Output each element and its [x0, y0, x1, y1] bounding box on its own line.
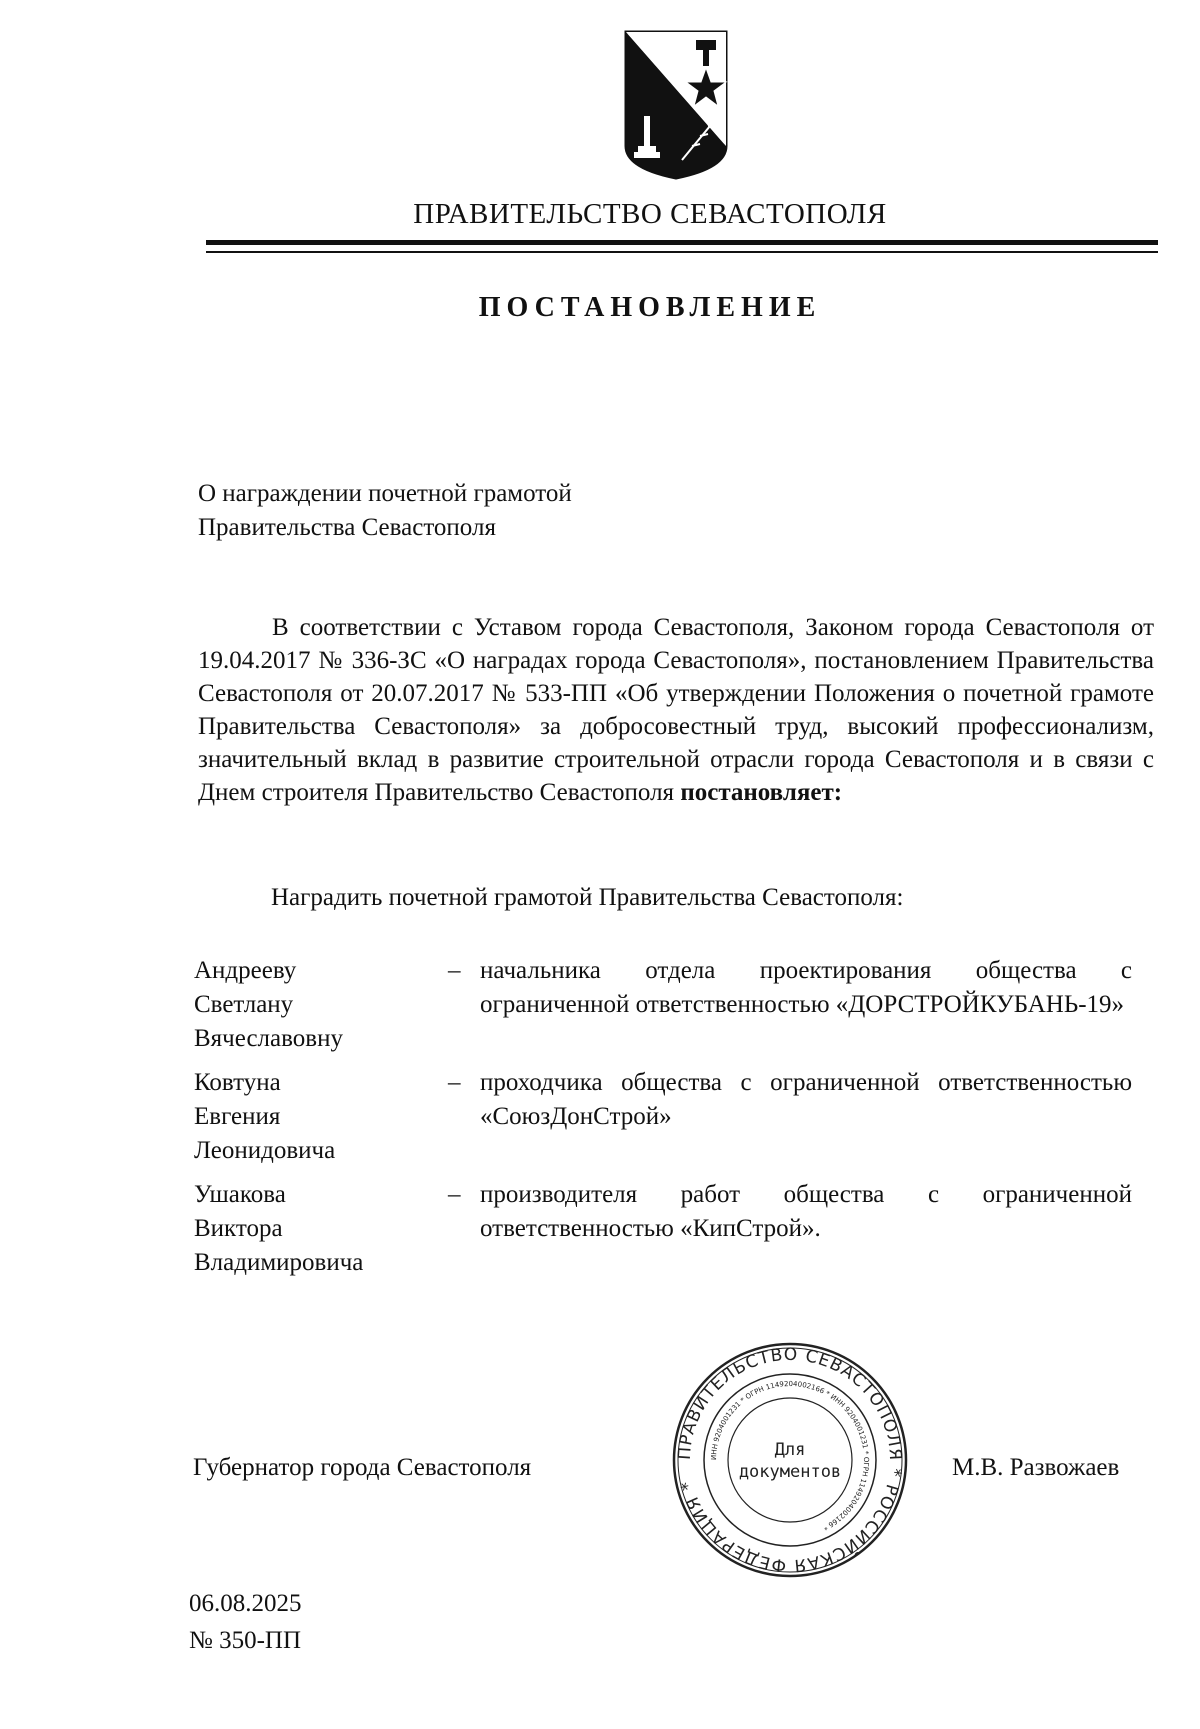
seal-center-line-2: документов — [738, 1462, 842, 1482]
awardee-first-name: Евгения — [194, 1103, 281, 1130]
signatory-name: М.В. Развожаев — [952, 1454, 1120, 1481]
seal-outer-text: ПРАВИТЕЛЬСТВО СЕВАСТОПОЛЯ * РОССИЙСКАЯ ФЕДЕРАЦИЯ * — [674, 1344, 906, 1576]
awardee-position: производителя работ общества с ограниченной ответственностью «КипСтрой». — [480, 1181, 1132, 1242]
document-subject — [198, 477, 572, 545]
decision-word: постановляет: — [680, 779, 843, 806]
header-divider-thin — [206, 251, 1158, 253]
organization-name: ПРАВИТЕЛЬСТВО СЕВАСТОПОЛЯ — [413, 198, 887, 230]
sevastopol-coat-of-arms-emblem — [622, 28, 730, 182]
awardee-first-name: Светлану — [194, 991, 294, 1018]
awardee-surname: Ковтуна — [194, 1069, 281, 1096]
preamble-text: В соответствии с Уставом города Севастополя, Законом города Севастополя от 19.04.2017 № 336-ЗС «О наградах города Севастополя», постановлением Правительства Севастополя от 20.07.2017 № 533-ПП «Об утверждении Положения о почетной грамоте Правительства Севастополя» за добросовестный труд, высокий профессионализм, значительный вклад в развитие строительной отрасли города Севастополя и в связи с Днем строителя Правительство Севастополя — [198, 614, 1154, 806]
signatory-title: Губернатор города Севастополя — [193, 1454, 532, 1481]
awardee-first-name: Виктора — [194, 1215, 283, 1242]
awardee-position: начальника отдела проектирования общества с ограниченной ответственностью «ДОРСТРОЙКУБАНЬ-19» — [480, 957, 1132, 1018]
subject-line-2: Правительства Севастополя — [198, 514, 496, 541]
document-date: 06.08.2025 — [189, 1590, 302, 1617]
subject-line-1: О награждении почетной грамотой — [198, 480, 572, 507]
preamble-paragraph — [198, 611, 1154, 809]
awardee-dash: – — [448, 1069, 461, 1096]
awardee-patronymic: Леонидовича — [194, 1137, 336, 1164]
awardee-dash: – — [448, 1181, 461, 1208]
seal-center-line-1: Для — [774, 1440, 806, 1460]
document-number: № 350-ПП — [189, 1627, 302, 1654]
seal-inner-text: ИНН 9204001231 * ОГРН 1149204002166 * ИНН 9204001231 * ОГРН 1149204002166 * — [709, 1379, 871, 1532]
awardee-full-name — [194, 954, 424, 1056]
awardee-full-name — [194, 1066, 424, 1168]
awardee-surname: Андрееву — [194, 957, 297, 984]
awardee-surname: Ушакова — [194, 1181, 286, 1208]
document-type-heading: ПОСТАНОВЛЕНИЕ — [478, 292, 822, 323]
award-intro: Наградить почетной грамотой Правительства Севастополя: — [271, 884, 904, 911]
svg-text:ПРАВИТЕЛЬСТВО СЕВАСТОПОЛЯ * РО — [675, 1345, 905, 1575]
awardee-position: проходчика общества с ограниченной ответственностью «СоюзДонСтрой» — [480, 1069, 1132, 1130]
awardee-full-name — [194, 1178, 424, 1280]
official-seal-stamp — [670, 1340, 910, 1580]
awardee-dash: – — [448, 957, 461, 984]
awardee-patronymic: Владимировича — [194, 1249, 364, 1276]
header-divider-thick — [206, 240, 1158, 245]
awardee-patronymic: Вячеславовну — [194, 1025, 343, 1052]
